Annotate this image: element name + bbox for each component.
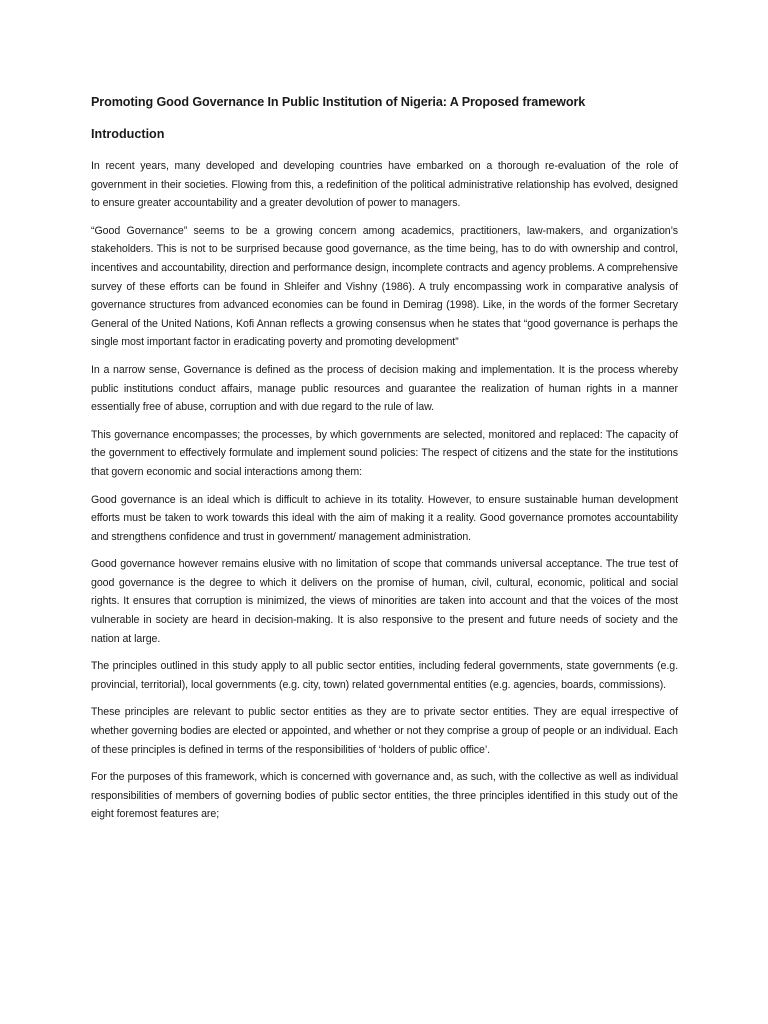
- paragraph: For the purposes of this framework, which is concerned with governance and, as such, with the collective as well as individual responsibilities of members of governing bodies of public sector entities, the three principles identified in this study out of the eight foremost features are;: [91, 771, 678, 821]
- paragraph: Good governance however remains elusive with no limitation of scope that commands universal acceptance. The true test of good governance is the degree to which it delivers on the promise of human, civil, cultural, economic, political and social rights. It ensures that corruption is minimized, the views of minorities are taken into account and that the voices of the most vulnerable in society are heard in decision-making. It is also responsive to the present and future needs of society and the nation at large.: [91, 558, 678, 645]
- document-title: Promoting Good Governance In Public Institution of Nigeria: A Proposed framework: [91, 95, 586, 109]
- paragraph: “Good Governance” seems to be a growing concern among academics, practitioners, law-makers, and organization’s stakeholders. This is not to be surprised because good governance, as the time being, has to do with ownership and control, incentives and accountability, direction and performance design, incomplete contracts and agency problems. A comprehensive survey of these efforts can be found in Shleifer and Vishny (1986). A truly encompassing work in comparative analysis of governance structures from advanced economies can be found in Demirag (1998). Like, in the words of the former Secretary General of the United Nations, Kofi Annan reflects a growing consensus when he states that “good governance is perhaps the single most important factor in eradicating poverty and promoting development”: [91, 224, 678, 349]
- paragraph: The principles outlined in this study apply to all public sector entities, including federal governments, state governments (e.g. provincial, territorial), local governments (e.g. city, town) related governmental entities (e.g. agencies, boards, commissions).: [91, 660, 678, 691]
- document-page: [91, 93, 678, 833]
- paragraph: These principles are relevant to public sector entities as they are to private sector entities. They are equal irrespective of whether governing bodies are elected or appointed, and whether or not they comprise a group of people or an individual. Each of these principles is defined in terms of the responsibilities of ‘holders of public office’.: [91, 706, 678, 756]
- paragraph: In recent years, many developed and developing countries have embarked on a thorough re-evaluation of the role of government in their societies. Flowing from this, a redefinition of the political administrative relationship has evolved, designed to ensure greater accountability and a greater devolution of power to managers.: [91, 160, 678, 210]
- paragraph: In a narrow sense, Governance is defined as the process of decision making and implementation. It is the process whereby public institutions conduct affairs, manage public resources and guarantee the realization of human rights in a manner essentially free of abuse, corruption and with due regard to the rule of law.: [91, 363, 678, 414]
- paragraph: Good governance is an ideal which is difficult to achieve in its totality. However, to ensure sustainable human development efforts must be taken to work towards this ideal with the aim of making it a reality. Good governance promotes accountability and strengthens confidence and trust in government/ management administration.: [91, 493, 678, 543]
- section-heading-introduction: Introduction: [91, 127, 165, 141]
- paragraph: This governance encompasses; the processes, by which governments are selected, monitored and replaced: The capacity of the government to effectively formulate and implement sound policies: The respect of citizens and the state for the institutions that govern economic and social interactions among them:: [91, 428, 678, 478]
